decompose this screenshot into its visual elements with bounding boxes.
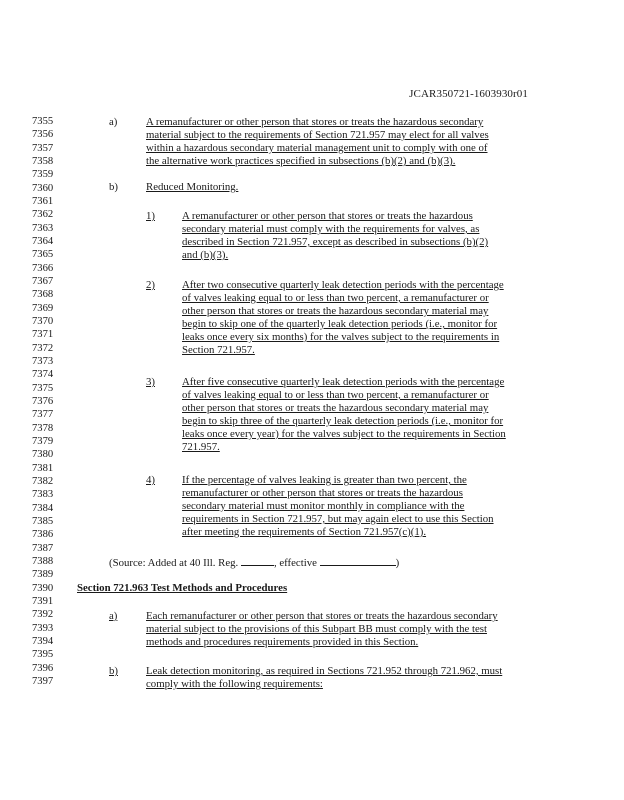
section-heading: Section 721.963 Test Methods and Procedures: [77, 582, 288, 594]
item-b2-line-5: leaks once every six months) for the valves subject to the requirements in: [182, 331, 500, 343]
item-b2-line-4: begin to skip one of the quarterly leak detection periods (i.e., monitor for: [182, 318, 498, 330]
line-number: 7392: [32, 609, 54, 621]
item-b2-line-1: After two consecutive quarterly leak detection periods with the percentage: [182, 279, 504, 291]
section-item-b-line-2: comply with the following requirements:: [146, 678, 323, 690]
line-number: 7375: [32, 382, 54, 394]
item-b2-label: 2): [146, 279, 155, 291]
item-b3-line-5: leaks once every year) for the valves subject to the requirements in Section: [182, 428, 506, 440]
line-number: 7380: [32, 449, 54, 461]
line-number: 7369: [32, 302, 54, 314]
item-b1-line-1: A remanufacturer or other person that stores or treats the hazardous: [182, 210, 473, 222]
item-a-line-1: A remanufacturer or other person that stores or treats the hazardous secondary: [146, 116, 484, 128]
line-number: 7372: [32, 342, 54, 354]
line-number: 7382: [32, 475, 54, 487]
line-number: 7360: [32, 182, 54, 194]
line-number: 7395: [32, 649, 54, 661]
line-number: 7386: [32, 529, 54, 541]
item-a-line-2: material subject to the requirements of Section 721.957 may elect for all valves: [146, 129, 489, 141]
line-number: 7363: [32, 222, 54, 234]
item-b1-line-2: secondary material must comply with the requirements for valves, as: [182, 223, 480, 235]
line-number: 7373: [32, 355, 54, 367]
item-b2-line-3: other person that stores or treats the hazardous secondary material may: [182, 305, 489, 317]
item-b4-line-1: If the percentage of valves leaking is greater than two percent, the: [182, 474, 467, 486]
section-item-a-line-3: methods and procedures requirements provided in this Section.: [146, 636, 419, 648]
section-item-b-label: b): [109, 665, 118, 677]
item-b3-line-1: After five consecutive quarterly leak detection periods with the percentage: [182, 376, 505, 388]
line-number: 7365: [32, 249, 54, 261]
item-b3-line-6: 721.957.: [182, 441, 220, 453]
line-number: 7361: [32, 196, 54, 207]
item-b2-line-2: of valves leaking equal to or less than two percent, a remanufacturer or: [182, 292, 489, 304]
item-a-line-3: within a hazardous secondary material management unit to comply with one of: [146, 142, 488, 154]
line-number: 7376: [32, 395, 54, 407]
line-number: 7381: [32, 462, 54, 474]
document-id-header: JCAR350721-1603930r01: [409, 88, 528, 100]
line-number: 7362: [32, 209, 54, 221]
item-b1-line-3: described in Section 721.957, except as described in subsections (b)(2): [182, 236, 489, 248]
line-number: 7377: [32, 409, 54, 421]
effective-date-blank: [320, 555, 396, 566]
item-b1-line-4: and (b)(3).: [182, 249, 229, 261]
item-a-label: a): [109, 116, 118, 128]
item-b4-line-2: remanufacturer or other person that stores or treats the hazardous: [182, 487, 463, 499]
item-b-heading: Reduced Monitoring.: [146, 181, 239, 193]
item-b3-line-2: of valves leaking equal to or less than two percent, a remanufacturer or: [182, 389, 489, 401]
line-number: 7370: [32, 315, 54, 327]
line-number: 7366: [32, 262, 54, 274]
line-number: 7378: [32, 422, 54, 434]
source-suffix: ): [395, 557, 400, 569]
item-b1-label: 1): [146, 210, 155, 222]
line-number: 7374: [32, 369, 54, 381]
item-b2-line-6: Section 721.957.: [182, 344, 255, 356]
line-number: 7364: [32, 236, 54, 247]
line-number: 7384: [32, 502, 54, 514]
line-number: 7396: [32, 662, 54, 674]
item-b4-line-3: secondary material must monitor monthly in compliance with the: [182, 500, 465, 512]
line-number: 7371: [32, 329, 54, 341]
line-number: 7367: [32, 276, 54, 287]
source-note: [109, 555, 399, 569]
line-number: 7393: [32, 622, 54, 634]
line-number: 7359: [32, 169, 54, 181]
register-page-blank: [241, 555, 274, 566]
line-number: 7390: [32, 582, 54, 594]
item-b4-line-5: after meeting the requirements of Section 721.957(c)(1).: [182, 526, 427, 538]
section-item-a-line-1: Each remanufacturer or other person that stores or treats the hazardous secondary: [146, 610, 498, 622]
line-number: 7387: [32, 542, 54, 554]
line-number: 7389: [32, 569, 54, 581]
line-number: 7385: [32, 515, 54, 527]
item-b3-line-4: begin to skip three of the quarterly leak detection periods (i.e., monitor for: [182, 415, 504, 427]
line-number: 7368: [32, 289, 54, 301]
line-number: 7379: [32, 435, 54, 447]
item-b3-line-3: other person that stores or treats the hazardous secondary material may: [182, 402, 489, 414]
source-prefix: (Source: Added at 40 Ill. Reg.: [109, 557, 241, 569]
line-number: 7357: [32, 142, 54, 154]
line-number: 7388: [32, 555, 54, 567]
item-b4-line-4: requirements in Section 721.957, but may again elect to use this Section: [182, 513, 494, 525]
line-number: 7383: [32, 489, 54, 501]
line-number: 7397: [32, 675, 54, 687]
line-number: 7391: [32, 595, 54, 607]
line-number: 7358: [32, 156, 54, 167]
section-item-b-line-1: Leak detection monitoring, as required in Sections 721.952 through 721.962, must: [146, 665, 503, 677]
line-number: 7355: [32, 116, 54, 127]
item-b-label: b): [109, 181, 118, 193]
section-item-a-label: a): [109, 610, 118, 622]
item-b3-label: 3): [146, 376, 155, 388]
item-a-line-4: the alternative work practices specified in subsections (b)(2) and (b)(3).: [146, 155, 456, 167]
line-number: 7356: [32, 129, 54, 141]
item-b4-label: 4): [146, 474, 155, 486]
line-number: 7394: [32, 635, 54, 647]
source-mid: , effective: [273, 557, 320, 569]
section-item-a-line-2: material subject to the provisions of this Subpart BB must comply with the test: [146, 623, 487, 635]
